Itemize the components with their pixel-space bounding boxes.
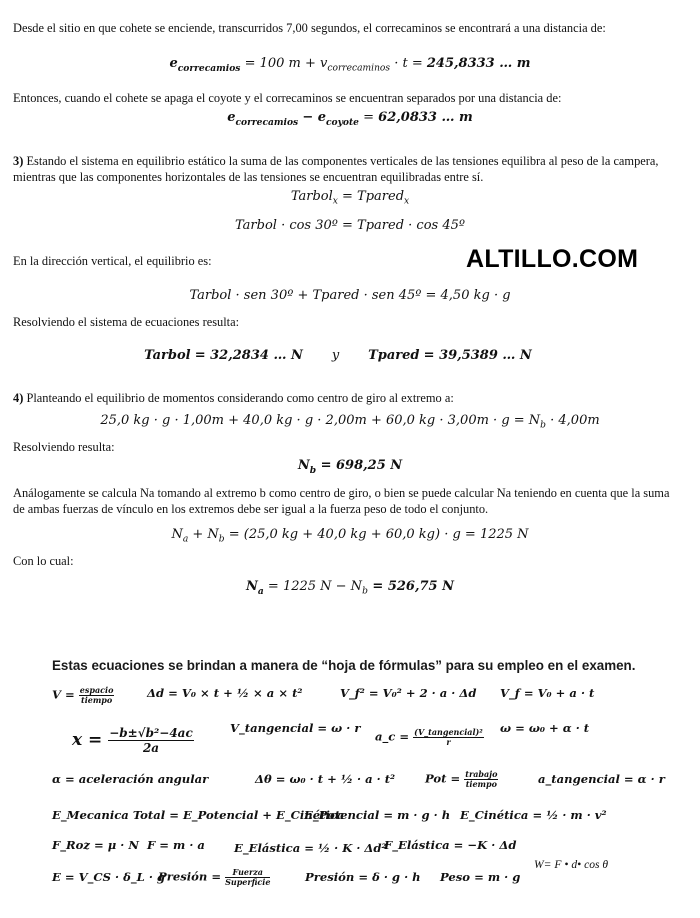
formula-tangential-velocity: V_tangencial = ω · r xyxy=(230,721,361,735)
formula-elastic-force: F_Elástica = −K · Δd xyxy=(384,838,517,852)
equation-horizontal-components: Tarbol · cos 30º = Tpared · cos 45º xyxy=(235,218,465,233)
paragraph-correcaminos-distance: Desde el sitio en que cohete se enciende, transcurridos 7,00 segundos, el correcaminos se encontrará a una distancia de: xyxy=(13,21,606,35)
equation-correcaminos-distance: $e_{correcamios} = 100$ $m + v_{correcaminos} \cdot t = 245,8333$ … m xyxy=(169,56,531,74)
formula-kinetic-energy: E_Cinética = ½ · m · v² xyxy=(460,808,607,822)
equation-vertical-balance: Tarbol · sen 30º + Tpared · sen 45º = 4,50 kg · g xyxy=(189,288,511,303)
paragraph-moments: 4) Planteando el equilibrio de momentos considerando como centro de giro al extremo a: xyxy=(13,391,454,405)
formula-angular-displacement: Δθ = ω₀ · t + ½ · a · t² xyxy=(255,772,396,786)
formula-elastic-energy: E_Elástica = ½ · K · Δd² xyxy=(234,841,387,855)
formula-final-velocity: V_f = V₀ + a · t xyxy=(500,686,595,700)
formula-weight: Peso = m · g xyxy=(440,870,521,884)
formula-angular-velocity: ω = ω₀ + α · t xyxy=(500,721,590,735)
formula-final-velocity-squared: V_f² = V₀² + 2 · a · Δd xyxy=(340,686,477,700)
formula-buoyancy: E = V_CS · δ_L · g xyxy=(52,870,166,884)
formula-angular-acceleration: α = aceleración angular xyxy=(52,772,209,786)
formula-hydrostatic-pressure: Presión = δ · g · h xyxy=(305,870,421,884)
equation-moments: 25,0 kg · g · 1,00m + 40,0 kg · g · 2,00m + 60,0 kg · $3,00m \cdot g = N_b \cdot 4,00m$ xyxy=(100,413,600,431)
formula-newton: F = m · a xyxy=(147,838,205,852)
paragraph-con-lo-cual: Con lo cual: xyxy=(13,554,74,568)
formula-centripetal-acceleration: a_c = $\frac{\text{(V\_tangencial)²}}{r}$ xyxy=(375,727,483,747)
equation-na-result: $N_a = 1225$ $N - N_b = 526,75$ N xyxy=(245,579,454,597)
equation-nb-result: $N_b = 698,25$ N xyxy=(297,458,403,476)
formula-quadratic: x = $\frac{\text{−b±√b²−4ac}}{2a}$ xyxy=(72,726,193,755)
paragraph-separation: Entonces, cuando el cohete se apaga el coyote y el correcaminos se encuentran separados por una distancia de: xyxy=(13,91,562,105)
formula-sheet-title: Estas ecuaciones se brindan a manera de “hoja de fórmulas” para su empleo en el examen. xyxy=(52,658,636,673)
formula-work: W= F • d• cos θ xyxy=(534,858,609,871)
paragraph-analogous: Análogamente se calcula Na tomando al extremo b como centro de giro, o bien se puede calcular Na teniendo en cuenta que la suma de ambas fuerzas de vínculo en los extremos debe ser igual a la fuerza peso de todo el conjunto. xyxy=(13,486,670,516)
formula-tangential-acceleration: a_tangencial = α · r xyxy=(538,772,665,786)
altillo-logo: ALTILLO.COM xyxy=(466,245,639,273)
paragraph-equilibrium: 3) Estando el sistema en equilibrio estático la suma de las componentes verticales de las tensiones equilibra al peso de la campera, mientras que las componentes horizontales de las tensiones se encuentran equilibradas entre sí. xyxy=(13,154,659,184)
paragraph-vertical: En la dirección vertical, el equilibrio es: xyxy=(13,254,212,268)
formula-mechanical-energy: E_Mecanica Total = E_Potencial + E_Cinética xyxy=(52,808,345,822)
paragraph-result: Resolviendo resulta: xyxy=(13,440,115,454)
paragraph-solving-system: Resolviendo el sistema de ecuaciones resulta: xyxy=(13,315,240,329)
formula-power: Pot = $\frac{\text{trabajo}}{\text{tiempo}}$ xyxy=(425,769,498,789)
formula-friction: F_Roz = μ · N xyxy=(52,838,139,852)
equation-sum-forces: $N_a + N_b = (25,0$ kg + 40,0 kg + 60,0 kg) · g = 1225 N xyxy=(171,527,529,545)
formula-pressure: Presión = $\frac{\text{Fuerza}}{\text{Superficie}}$ xyxy=(158,867,271,887)
formula-velocity: V = $\frac{\text{espacio}}{\text{tiempo}}$ xyxy=(52,685,114,705)
formula-potential-energy: E_Potencial = m · g · h xyxy=(304,808,451,822)
formula-displacement: Δd = V₀ × t + ½ × a × t² xyxy=(147,686,303,700)
equation-tension-results: Tarbol = 32,2834 … N y Tpared = 39,5389 … N xyxy=(144,348,532,363)
equation-separation: $e_{correcamios} - e_{coyote} = 62,0833$ … m xyxy=(227,110,473,128)
equation-horizontal-balance: Tarbol$_x$ = Tpared$_x$ xyxy=(290,189,410,207)
